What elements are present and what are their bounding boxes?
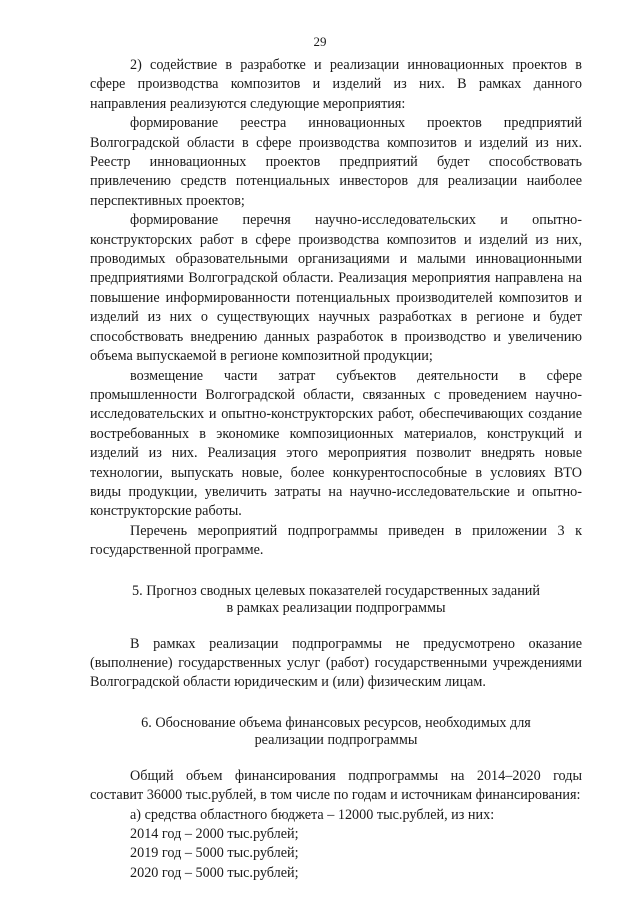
section-5-heading bbox=[90, 583, 582, 617]
paragraph-rnd-list: формирование перечня научно-исследовательских и опытно-конструкторских работ в сфере производства композитов и изделий из них, проводимых образовательными организациями и малыми инновационными предприятиями Волгоградской области. Реализация мероприятия направлена на повышение информированности потенциальных производителей композитов и изделий из них о существующих научных разработках в регионе и будет способствовать внедрению данных разработок в производство и увеличению объема выпускаемой в регионе композитной продукции; bbox=[90, 212, 582, 365]
paragraph-appendix-reference: Перечень мероприятий подпрограммы приведен в приложении 3 к государственной программе. bbox=[90, 522, 582, 559]
funding-list-item: 2014 год – 2000 тыс.рублей; bbox=[130, 826, 299, 842]
section-5-heading-line1: 5. Прогноз сводных целевых показателей государственных заданий bbox=[132, 582, 540, 599]
paragraph-cost-reimbursement: возмещение части затрат субъектов деятельности в сфере промышленности Волгоградской области, связанных с проведением научно-исследовательских и опытно-конструкторских работ, обеспечивающих создание востребованных в экономике композиционных материалов, конструкций и изделий из них. Реализация этого мероприятия позволит внедрять новые технологии, выпускать новые, более конкурентоспособные в условиях ВТО виды продукции, увеличить затраты на научно-исследовательские и опытно-конструкторские работы. bbox=[90, 367, 582, 520]
section-6-paragraph: Общий объем финансирования подпрограммы на 2014–2020 годы составит 36000 тыс.рублей, в том числе по годам и источникам финансирования: bbox=[90, 767, 582, 804]
page-number: 29 bbox=[313, 34, 327, 49]
section-6-heading-line1: 6. Обоснование объема финансовых ресурсов, необходимых для bbox=[141, 714, 531, 731]
section-5-heading-line2: в рамках реализации подпрограммы bbox=[226, 599, 446, 616]
paragraph-support-innovation: 2) содействие в разработке и реализации инновационных проектов в сфере производства композитов и изделий из них. В рамках данного направления реализуются следующие мероприятия: bbox=[90, 57, 582, 112]
document-body bbox=[90, 56, 582, 883]
section-6-heading-line2: реализации подпрограммы bbox=[254, 731, 418, 748]
funding-list-item: а) средства областного бюджета – 12000 тыс.рублей, из них: bbox=[130, 806, 495, 823]
paragraph-registry: формирование реестра инновационных проектов предприятий Волгоградской области в сфере производства композитов и изделий из них. Реестр инновационных проектов предприятий будет способствовать привлечению средств потенциальных инвесторов для реализации наиболее перспективных проектов; bbox=[90, 115, 582, 209]
funding-list-item: 2020 год – 5000 тыс.рублей; bbox=[130, 864, 299, 881]
funding-list-item: 2019 год – 5000 тыс.рублей; bbox=[130, 845, 299, 862]
section-5-paragraph: В рамках реализации подпрограммы не предусмотрено оказание (выполнение) государственных услуг (работ) государственными учреждениями Волгоградской области юридическим и (или) физическим лицам. bbox=[90, 635, 582, 691]
section-6-heading bbox=[90, 715, 582, 749]
